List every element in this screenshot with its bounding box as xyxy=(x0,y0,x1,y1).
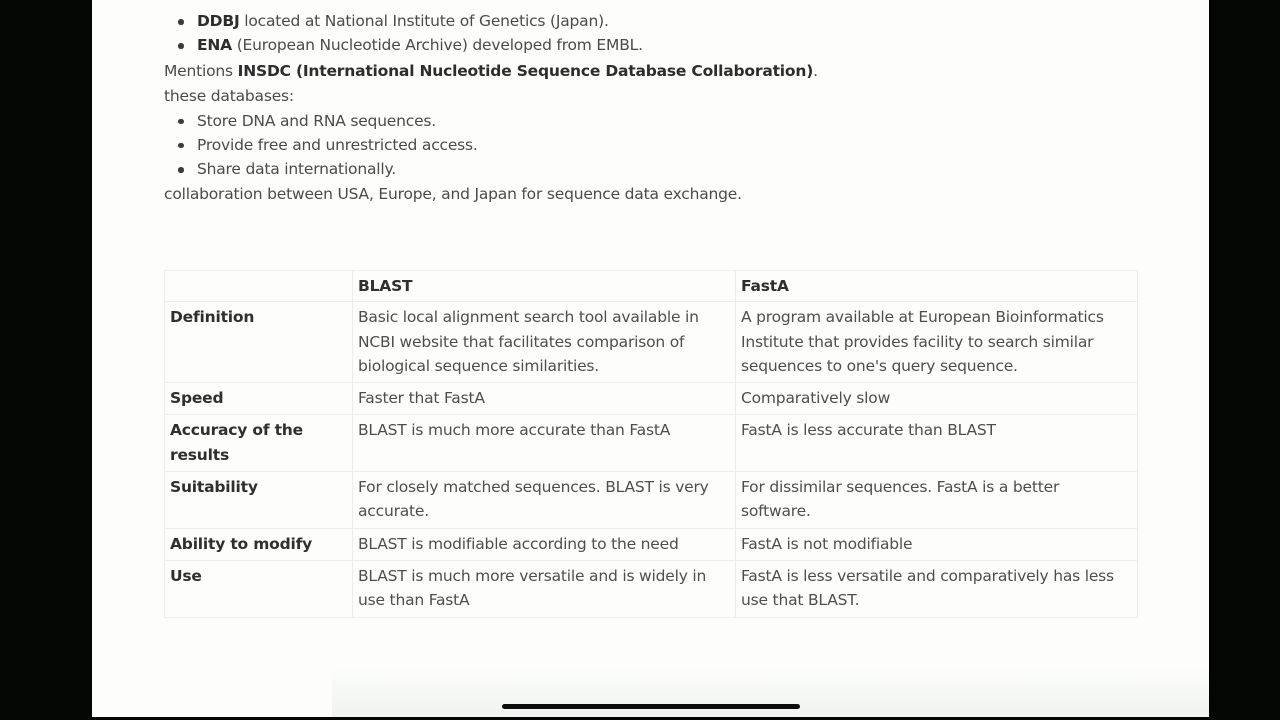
table-header-row xyxy=(165,271,1138,302)
list-item-text: located at National Institute of Genetics (Japan). xyxy=(239,12,609,30)
bullet-icon xyxy=(178,143,184,149)
row-label: Suitability xyxy=(165,472,353,529)
fasta-cell: For dissimilar sequences. FastA is a better software. xyxy=(736,472,1138,529)
row-label: Definition xyxy=(165,302,353,383)
database-name: ENA xyxy=(197,36,232,55)
list-item-text: (European Nucleotide Archive) developed from EMBL. xyxy=(231,36,643,55)
mentions-paragraph xyxy=(164,58,1144,84)
comparison-table xyxy=(164,270,1138,618)
list-item xyxy=(164,133,1144,157)
list-item xyxy=(164,33,1144,57)
table-row xyxy=(165,302,1138,383)
database-list xyxy=(164,9,1144,58)
bullet-icon xyxy=(178,43,184,49)
document-page xyxy=(92,0,1209,717)
fasta-cell: FastA is not modifiable xyxy=(736,528,1138,560)
fasta-cell: Comparatively slow xyxy=(736,383,1138,415)
document-content xyxy=(164,9,1144,207)
blast-cell: For closely matched sequences. BLAST is very accurate. xyxy=(353,472,736,529)
list-item-text: Provide free and unrestricted access. xyxy=(197,135,478,154)
fasta-cell: FastA is less versatile and comparatively has less use that BLAST. xyxy=(736,560,1138,617)
bullet-icon xyxy=(178,19,184,25)
features-list xyxy=(164,109,1144,182)
blast-cell: BLAST is much more accurate than FastA xyxy=(353,415,736,472)
header-fasta: FastA xyxy=(736,271,1138,302)
home-indicator[interactable] xyxy=(502,704,800,709)
list-item xyxy=(164,9,1144,33)
blast-cell: Basic local alignment search tool available in NCBI website that facilitates comparison of biological sequence similarities. xyxy=(353,302,736,383)
list-item-text: Share data internationally. xyxy=(197,160,396,179)
table-row xyxy=(165,560,1138,617)
header-empty xyxy=(165,271,353,302)
table-row xyxy=(165,472,1138,529)
list-item xyxy=(164,157,1144,181)
blast-cell: BLAST is modifiable according to the need xyxy=(353,528,736,560)
table-row xyxy=(165,383,1138,415)
header-blast: BLAST xyxy=(353,271,736,302)
these-databases-label: these databases: xyxy=(164,86,294,105)
table-row xyxy=(165,528,1138,560)
blast-cell: Faster that FastA xyxy=(353,383,736,415)
blast-cell: BLAST is much more versatile and is widely in use than FastA xyxy=(353,560,736,617)
row-label: Accuracy of the results xyxy=(165,415,353,472)
fasta-cell: FastA is less accurate than BLAST xyxy=(736,415,1138,472)
collaboration-paragraph: collaboration between USA, Europe, and Japan for sequence data exchange. xyxy=(164,185,742,204)
bullet-icon xyxy=(178,167,184,173)
mentions-suffix: . xyxy=(813,61,818,80)
bullet-icon xyxy=(178,119,184,125)
bottom-fade xyxy=(332,667,1209,717)
table-row xyxy=(165,415,1138,472)
list-item xyxy=(164,109,1144,133)
mentions-prefix: Mentions xyxy=(164,61,238,80)
fasta-cell: A program available at European Bioinformatics Institute that provides facility to search similar sequences to one's query sequence. xyxy=(736,302,1138,383)
row-label: Use xyxy=(165,560,353,617)
row-label: Ability to modify xyxy=(165,528,353,560)
row-label: Speed xyxy=(165,383,353,415)
list-item-text: Store DNA and RNA sequences. xyxy=(197,111,437,130)
insdc-name: INSDC (International Nucleotide Sequence Database Collaboration) xyxy=(237,61,814,80)
database-name: DDBJ xyxy=(197,12,240,30)
